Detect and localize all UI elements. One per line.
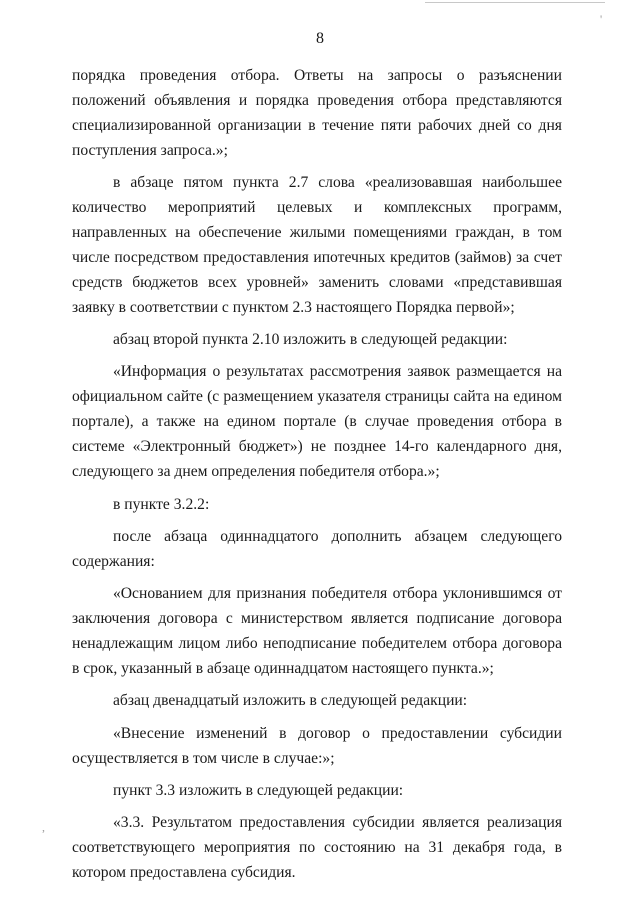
- paragraph: пункт 3.3 изложить в следующей редакции:: [113, 782, 404, 800]
- document-body: [72, 64, 562, 894]
- paragraph: после абзаца одиннадцатого дополнить абзацем следующего содержания:: [72, 527, 562, 570]
- scan-artifact-line: [425, 2, 605, 3]
- paragraph: абзац второй пункта 2.10 изложить в следующей редакции:: [113, 331, 508, 349]
- scan-speck: ': [600, 12, 603, 26]
- paragraph: в абзаце пятом пункта 2.7 слова «реализовавшая наибольшее количество мероприятий целевых и комплексных программ, направленных на обеспечение жилыми помещениями граждан, в том числе посредством предоставления ипотечных кредитов (займов) за счет средств бюджетов всех уровней» заменить словами «представившая заявку в соответствии с пунктом 2.3 настоящего Порядка первой»;: [72, 174, 562, 316]
- scan-speck: ,: [42, 820, 45, 834]
- paragraph: в пункте 3.2.2:: [113, 495, 210, 513]
- paragraph: «Внесение изменений в договор о предоставлении субсидии осуществляется в том числе в случае:»;: [72, 724, 562, 767]
- page-number: 8: [316, 30, 324, 47]
- paragraph: порядка проведения отбора. Ответы на запросы о разъяснении положений объявления и порядка проведения отбора представляются специализированной организации в течение пяти рабочих дней со дня поступления запроса.»;: [72, 67, 562, 159]
- paragraph: «Основанием для признания победителя отбора уклонившимся от заключения договора с министерством является подписание договора ненадлежащим лицом либо неподписание победителем отбора договора в срок, указанный в абзаце одиннадцатом настоящего пункта.»;: [72, 585, 562, 677]
- paragraph: «3.3. Результатом предоставления субсидии является реализация соответствующего мероприятия по состоянию на 31 декабря года, в котором предоставлена субсидия.: [72, 814, 562, 882]
- paragraph: абзац двенадцатый изложить в следующей редакции:: [113, 692, 468, 710]
- paragraph: «Информация о результатах рассмотрения заявок размещается на официальном сайте (с размещением указателя страницы сайта на едином портале), а также на едином портале (в случае проведения отбора в системе «Электронный бюджет») не позднее 14-го календарного дня, следующего за днем определения победителя отбора.»;: [72, 363, 562, 481]
